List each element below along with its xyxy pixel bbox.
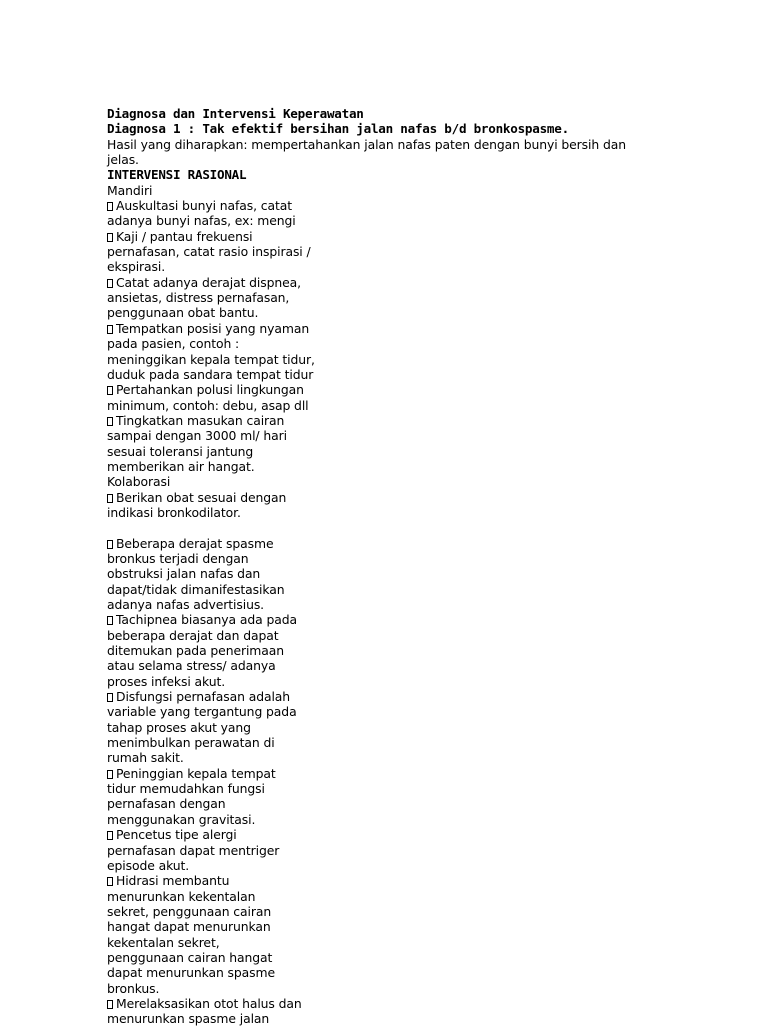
intervention-item — [107, 275, 757, 321]
bullet-icon — [107, 386, 113, 395]
rationale-item-line — [107, 720, 757, 735]
intervention-item-line — [107, 275, 757, 290]
rationale-item-text: dapat menurunkan spasme — [107, 965, 276, 981]
rationale-item-line — [107, 843, 757, 858]
rationale-item-line — [107, 551, 757, 566]
rationale-item-line — [107, 689, 757, 704]
rationale-item-text: rumah sakit. — [107, 750, 184, 766]
rationale-item-text: adanya nafas advertisius. — [107, 597, 265, 612]
rationale-item-line — [107, 889, 757, 904]
expected-result-line: Hasil yang diharapkan: mempertahankan jalan nafas paten dengan bunyi bersih dan — [107, 136, 626, 152]
intervention-item-line — [107, 382, 757, 397]
intervention-item-text: pada pasien, contoh : — [107, 336, 240, 352]
intervention-item-line — [107, 413, 757, 428]
intervention-item-line — [107, 367, 757, 382]
intervention-item-line — [107, 229, 757, 244]
rationale-item-text: menurunkan kekentalan — [107, 888, 256, 904]
rationale-item-line — [107, 674, 757, 689]
intervention-item — [107, 382, 757, 413]
intervention-item-line — [107, 321, 757, 336]
mandiri-label: Mandiri — [107, 182, 153, 198]
rationale-item-text: Peninggian kepala tempat — [116, 765, 276, 781]
rationale-item — [107, 766, 757, 827]
intervention-item-text: pernafasan, catat rasio inspirasi / — [107, 244, 311, 260]
bullet-icon — [107, 616, 113, 625]
kolaborasi-item-line — [107, 490, 757, 505]
rationale-item-line — [107, 766, 757, 781]
bullet-icon — [107, 279, 113, 288]
rationale-item-text: kekentalan sekret, — [107, 934, 220, 950]
rationale-item-line — [107, 1011, 757, 1026]
interventions-list — [107, 198, 757, 474]
intervention-item-line — [107, 459, 757, 474]
kolaborasi-item-text: Berikan obat sesuai dengan — [116, 489, 287, 505]
bullet-icon — [107, 540, 113, 549]
kolaborasi-item — [107, 490, 757, 521]
bullet-icon — [107, 831, 113, 840]
rationale-item-line — [107, 658, 757, 673]
rationale-item-text: Tachipnea biasanya ada pada — [116, 612, 297, 628]
kolaborasi-label: Kolaborasi — [107, 474, 171, 490]
bullet-icon — [107, 770, 113, 779]
rationale-item — [107, 536, 757, 613]
rationale-item-text: hangat dapat menurunkan — [107, 919, 271, 935]
intervention-item-text: Tingkatkan masukan cairan — [116, 412, 285, 428]
intervention-item — [107, 198, 757, 229]
intervention-item-line — [107, 336, 757, 351]
rationale-item-text: tidur memudahkan fungsi — [107, 781, 265, 797]
rationale-item — [107, 827, 757, 873]
intervention-item-text: meninggikan kepala tempat tidur, — [107, 351, 315, 367]
rationale-item-text: variable yang tergantung pada — [107, 704, 297, 720]
rationale-item-text: dapat/tidak dimanifestasikan — [107, 581, 285, 597]
intervention-item — [107, 321, 757, 382]
intervention-item-line — [107, 244, 757, 259]
rationale-item-line — [107, 796, 757, 811]
rationale-item-line — [107, 904, 757, 919]
intervention-item-line — [107, 290, 757, 305]
rationale-item-line — [107, 628, 757, 643]
rationales-list — [107, 536, 757, 1027]
rationale-item-line — [107, 750, 757, 765]
document-page — [107, 106, 757, 1027]
rationale-item-text: episode akut. — [107, 857, 190, 873]
rationale-item-line — [107, 597, 757, 612]
rationale-item-text: menurunkan spasme jalan — [107, 1011, 270, 1027]
intervention-item-text: Pertahankan polusi lingkungan — [116, 382, 304, 398]
intervention-item-line — [107, 428, 757, 443]
intervention-item-text: Catat adanya derajat dispnea, — [116, 274, 302, 290]
expected-result-line: jelas. — [107, 152, 139, 168]
rationale-item-line — [107, 950, 757, 965]
kolaborasi-item-text: indikasi bronkodilator. — [107, 504, 241, 520]
intervention-item-text: sesuai toleransi jantung — [107, 443, 254, 459]
bullet-icon — [107, 693, 113, 702]
intervention-item-text: ekspirasi. — [107, 259, 166, 275]
rationale-item-text: obstruksi jalan nafas dan — [107, 566, 261, 582]
section-heading: INTERVENSI RASIONAL — [107, 167, 247, 183]
rationale-item-text: bronkus. — [107, 980, 160, 996]
bullet-icon — [107, 877, 113, 886]
rationale-item — [107, 612, 757, 689]
intervention-item-text: Tempatkan posisi yang nyaman — [116, 320, 310, 336]
bullet-icon — [107, 1000, 113, 1009]
bullet-icon — [107, 417, 113, 426]
intervention-item-line — [107, 398, 757, 413]
rationale-item — [107, 689, 757, 766]
rationale-item-text: Hidrasi membantu — [116, 873, 230, 889]
intervention-item-line — [107, 259, 757, 274]
intervention-item-text: sampai dengan 3000 ml/ hari — [107, 428, 287, 444]
rationale-item-text: sekret, penggunaan cairan — [107, 903, 272, 919]
intervention-item-text: memberikan air hangat. — [107, 458, 255, 474]
rationale-item-line — [107, 536, 757, 551]
rationale-item-text: menimbulkan perawatan di — [107, 735, 275, 751]
bullet-icon — [107, 494, 113, 503]
intervention-item-line — [107, 305, 757, 320]
rationale-item-line — [107, 919, 757, 934]
blank-line — [107, 520, 757, 535]
intervention-item-line — [107, 213, 757, 228]
rationale-item-line — [107, 735, 757, 750]
rationale-item-line — [107, 858, 757, 873]
rationale-item-line — [107, 996, 757, 1011]
rationale-item-text: ditemukan pada penerimaan — [107, 643, 285, 659]
intervention-item-text: duduk pada sandara tempat tidur — [107, 366, 314, 382]
intervention-item — [107, 413, 757, 474]
rationale-item-text: penggunaan cairan hangat — [107, 949, 273, 965]
rationale-item-line — [107, 873, 757, 888]
rationale-item-text: tahap proses akut yang — [107, 719, 251, 735]
rationale-item-text: Beberapa derajat spasme — [116, 535, 274, 551]
rationale-item-line — [107, 643, 757, 658]
rationale-item-text: pernafasan dengan — [107, 796, 226, 812]
rationale-item-line — [107, 812, 757, 827]
intervention-item — [107, 229, 757, 275]
rationale-item-text: Pencetus tipe alergi — [116, 827, 237, 843]
rationale-item-line — [107, 965, 757, 980]
intervention-item-text: Auskultasi bunyi nafas, catat — [116, 198, 292, 214]
rationale-item-line — [107, 704, 757, 719]
kolaborasi-list — [107, 490, 757, 521]
intervention-item-line — [107, 198, 757, 213]
intervention-item-text: adanya bunyi nafas, ex: mengi — [107, 213, 296, 229]
bullet-icon — [107, 325, 113, 334]
rationale-item — [107, 996, 757, 1027]
rationale-item-line — [107, 935, 757, 950]
rationale-item-text: atau selama stress/ adanya — [107, 658, 276, 674]
rationale-item-text: beberapa derajat dan dapat — [107, 627, 279, 643]
rationale-item-text: Disfungsi pernafasan adalah — [116, 689, 291, 705]
document-title: Diagnosa dan Intervensi Keperawatan — [107, 106, 364, 121]
rationale-item-text: Merelaksasikan otot halus dan — [116, 995, 302, 1011]
intervention-item-line — [107, 352, 757, 367]
rationale-item-text: pernafasan dapat mentriger — [107, 842, 280, 858]
rationale-item-line — [107, 566, 757, 581]
rationale-item-line — [107, 981, 757, 996]
kolaborasi-item-line — [107, 505, 757, 520]
intervention-item-text: Kaji / pantau frekuensi — [116, 228, 253, 244]
rationale-item-line — [107, 612, 757, 627]
rationale-item-text: bronkus terjadi dengan — [107, 550, 249, 566]
rationale-item-text: menggunakan gravitasi. — [107, 811, 256, 827]
rationale-item-line — [107, 781, 757, 796]
bullet-icon — [107, 202, 113, 211]
diagnosis-heading: Diagnosa 1 : Tak efektif bersihan jalan nafas b/d bronkospasme. — [107, 121, 569, 137]
intervention-item-line — [107, 444, 757, 459]
rationale-item-line — [107, 582, 757, 597]
intervention-item-text: ansietas, distress pernafasan, — [107, 290, 290, 306]
intervention-item-text: minimum, contoh: debu, asap dll — [107, 397, 309, 413]
intervention-item-text: penggunaan obat bantu. — [107, 305, 259, 321]
rationale-item-text: proses infeksi akut. — [107, 673, 226, 689]
rationale-item — [107, 873, 757, 996]
rationale-item-line — [107, 827, 757, 842]
bullet-icon — [107, 233, 113, 242]
